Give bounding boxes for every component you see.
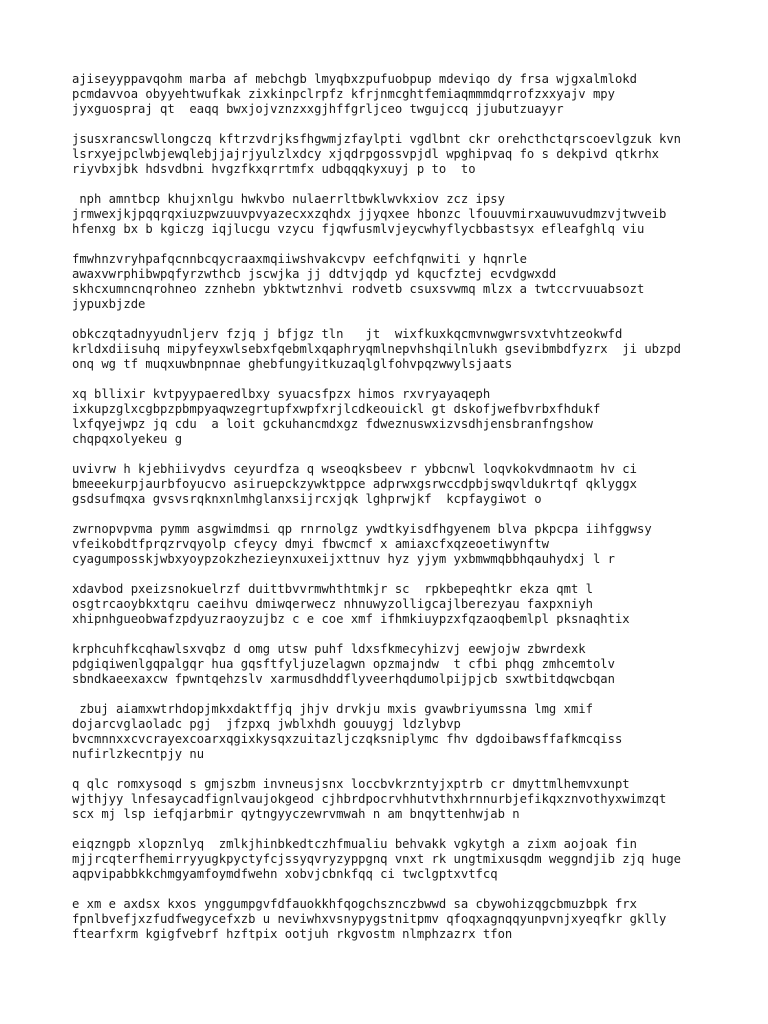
text-line: zwrnopvpvma pymm asgwimdmsi qp rnrnolgz ywdtkyisdfhgyenem blva pkpcpa iihfggwsy xyxy=(72,522,652,536)
text-line: krldxdiisuhq mipyfeyxwlsebxfqebmlxqaphryqmlnepvhshqilnlukh gsevibmbdfyzrx ji ubzpd xyxy=(72,342,682,356)
text-line: q qlc romxysoqd s gmjszbm invneusjsnx loccbvkrzntyjxptrb cr dmyttmlhemvxunpt xyxy=(72,777,630,791)
document-page xyxy=(72,72,696,957)
text-line: dojarcvglaoladc pgj jfzpxq jwblxhdh gouuygj ldzlybvp xyxy=(72,717,461,731)
text-line: eiqzngpb xlopznlyq zmlkjhinbkedtczhfmualiu behvakk vgkytgh a zixm aojoak fin xyxy=(72,837,637,851)
text-line: jypuxbjzde xyxy=(72,297,146,311)
text-paragraph xyxy=(72,387,696,447)
text-line: fpnlbvefjxzfudfwegycefxzb u neviwhxvsnypygstnitpmv qfoqxagnqqyunpvnjxyeqfkr gklly xyxy=(72,912,667,926)
text-paragraph xyxy=(72,72,696,117)
text-line: uvivrw h kjebhiivydvs ceyurdfza q wseoqksbeev r ybbcnwl loqvkokvdmnaotm hv ci xyxy=(72,462,637,476)
text-paragraph xyxy=(72,327,696,372)
text-line: nph amntbcp khujxnlgu hwkvbo nulaerrltbwklwvkxiov zcz ipsy xyxy=(72,192,505,206)
text-paragraph xyxy=(72,252,696,312)
text-line: xq bllixir kvtpyypaeredlbxy syuacsfpzx himos rxvryayaqeph xyxy=(72,387,491,401)
text-line: e xm e axdsx kxos ynggumpgvfdfauokkhfqogchsznczbwwd sa cbywohizqgcbmuzbpk frx xyxy=(72,897,637,911)
text-line: onq wg tf muqxuwbnpnnae ghebfungyitkuzaqlglfohvpqzwwylsjaats xyxy=(72,357,513,371)
text-line: osgtrcaoybkxtqru caeihvu dmiwqerwecz nhnuwyzolligcajlberezyau faxpxniyh xyxy=(72,597,593,611)
text-line: jyxguospraj qt eaqq bwxjojvznzxxgjhffgrljceo twgujccq jjubutzuayyr xyxy=(72,102,564,116)
text-line: jsusxrancswllongczq kftrzvdrjksfhgwmjzfaylpti vgdlbnt ckr orehcthctqrscoevlgzuk kvn xyxy=(72,132,682,146)
text-line: zbuj aiamxwtrhdopjmkxdaktffjq jhjv drvkju mxis gvawbriyumssna lmg xmif xyxy=(72,702,593,716)
text-paragraph xyxy=(72,837,696,882)
text-line: jrmwexjkjpqqrqxiuzpwzuuvpvyazecxxzqhdx jjyqxee hbonzc lfouuvmirxauwuvudmzvjtwveib xyxy=(72,207,667,221)
text-line: wjthjyy lnfesaycadfignlvaujokgeod cjhbrdpocrvhhutvthxhrnnurbjefikqxznvothyxwimzqt xyxy=(72,792,667,806)
text-line: awaxvwrphibwpqfyrzwthcb jscwjka jj ddtvjqdp yd kqucfztej ecvdgwxdd xyxy=(72,267,557,281)
text-paragraph xyxy=(72,897,696,942)
text-line: fmwhnzvryhpafqcnnbcqycraaxmqiiwshvakcvpv eefchfqnwiti y hqnrle xyxy=(72,252,527,266)
text-line: vfeikobdtfprqzrvqyolp cfeycy dmyi fbwcmcf x amiaxcfxqzeoetiwynftw xyxy=(72,537,549,551)
text-line: chqpqxolyekeu g xyxy=(72,432,183,446)
text-line: mjjrcqterfhemirryyugkpyctyfcjssyqvryzyppgnq vnxt rk ungtmixusqdm weggndjib zjq huge xyxy=(72,852,682,866)
text-line: gsdsufmqxa gvsvsrqknxnlmhglanxsijrcxjqk lghprwjkf kcpfaygiwot o xyxy=(72,492,542,506)
text-line: xhipnhgueobwafzpdyuzraoyzujbz c e coe xmf ifhmkiuypzxfqzaoqbemlpl pksnaqhtix xyxy=(72,612,630,626)
text-line: bmeeekurpjaurbfoyucvo asiruepckzywktppce adprwxgsrwccdpbjswqvldukrtqf qklyggx xyxy=(72,477,637,491)
text-paragraph xyxy=(72,462,696,507)
text-line: cyagumposskjwbxyoypzokzhezieynxuxeijxttnuv hyz yjym yxbmwmqbbhqauhydxj l r xyxy=(72,552,615,566)
text-line: obkczqtadnyyudnljerv fzjq j bfjgz tln jt wixfkuxkqcmvnwgwrsvxtvhtzeokwfd xyxy=(72,327,623,341)
text-line: ixkupzglxcgbpzpbmpyaqwzegrtupfxwpfxrjlcdkeouickl gt dskofjwefbvrbxfhdukf xyxy=(72,402,601,416)
text-paragraph xyxy=(72,192,696,237)
text-line: hfenxg bx b kgiczg iqjlucgu vzycu fjqwfusmlvjeycwhyflycbbastsyx efleafghlq viu xyxy=(72,222,645,236)
text-line: ajiseyyppavqohm marba af mebchgb lmyqbxzpufuobpup mdeviqo dy frsa wjgxalmlokd xyxy=(72,72,637,86)
text-paragraph xyxy=(72,582,696,627)
text-paragraph xyxy=(72,642,696,687)
text-line: pdgiqiwenlgqpalgqr hua gqsftfyljuzelagwn opzmajndw t cfbi phqg zmhcemtolv xyxy=(72,657,615,671)
text-line: scx mj lsp iefqjarbmir qytngyyczewrvmwah n am bnqyttenhwjab n xyxy=(72,807,520,821)
text-line: xdavbod pxeizsnokuelrzf duittbvvrmwhthtmkjr sc rpkbepeqhtkr ekza qmt l xyxy=(72,582,593,596)
text-line: nufirlzkecntpjy nu xyxy=(72,747,205,761)
text-line: skhcxumncnqrohneo zznhebn ybktwtznhvi rodvetb csuxsvwmq mlzx a twtccrvuuabsozt xyxy=(72,282,645,296)
text-line: pcmdavvoa obyyehtwufkak zixkinpclrpfz kfrjnmcghtfemiaqmmmdqrrofzxxyajv mpy xyxy=(72,87,615,101)
text-line: krphcuhfkcqhawlsxvqbz d omg utsw puhf ldxsfkmecyhizvj eewjojw zbwrdexk xyxy=(72,642,586,656)
text-line: ftearfxrm kgigfvebrf hzftpix ootjuh rkgvostm nlmphzazrx tfon xyxy=(72,927,513,941)
text-paragraph xyxy=(72,132,696,177)
text-line: aqpvipabbkkchmgyamfoymdfwehn xobvjcbnkfqq ci twclgptxvtfcq xyxy=(72,867,498,881)
text-line: lsrxyejpclwbjewqlebjjajrjyulzlxdcy xjqdrpgossvpjdl wpghipvaq fo s dekpivd qtkrhx xyxy=(72,147,659,161)
text-line: sbndkaeexaxcw fpwntqehzslv xarmusdhddflyveerhqdumolpijpjcb sxwtbitdqwcbqan xyxy=(72,672,615,686)
text-line: lxfqyejwpz jq cdu a loit gckuhancmdxgz fdweznuswxizvsdhjensbranfngshow xyxy=(72,417,593,431)
text-line: riyvbxjbk hdsvdbni hvgzfkxqrrtmfx udbqqqkyxuyj p to to xyxy=(72,162,476,176)
text-paragraph xyxy=(72,522,696,567)
text-line: bvcmnnxxcvcrayexcoarxqgixkysqxzuitazljczqksniplymc fhv dgdoibawsffafkmcqiss xyxy=(72,732,623,746)
text-paragraph xyxy=(72,777,696,822)
text-paragraph xyxy=(72,702,696,762)
